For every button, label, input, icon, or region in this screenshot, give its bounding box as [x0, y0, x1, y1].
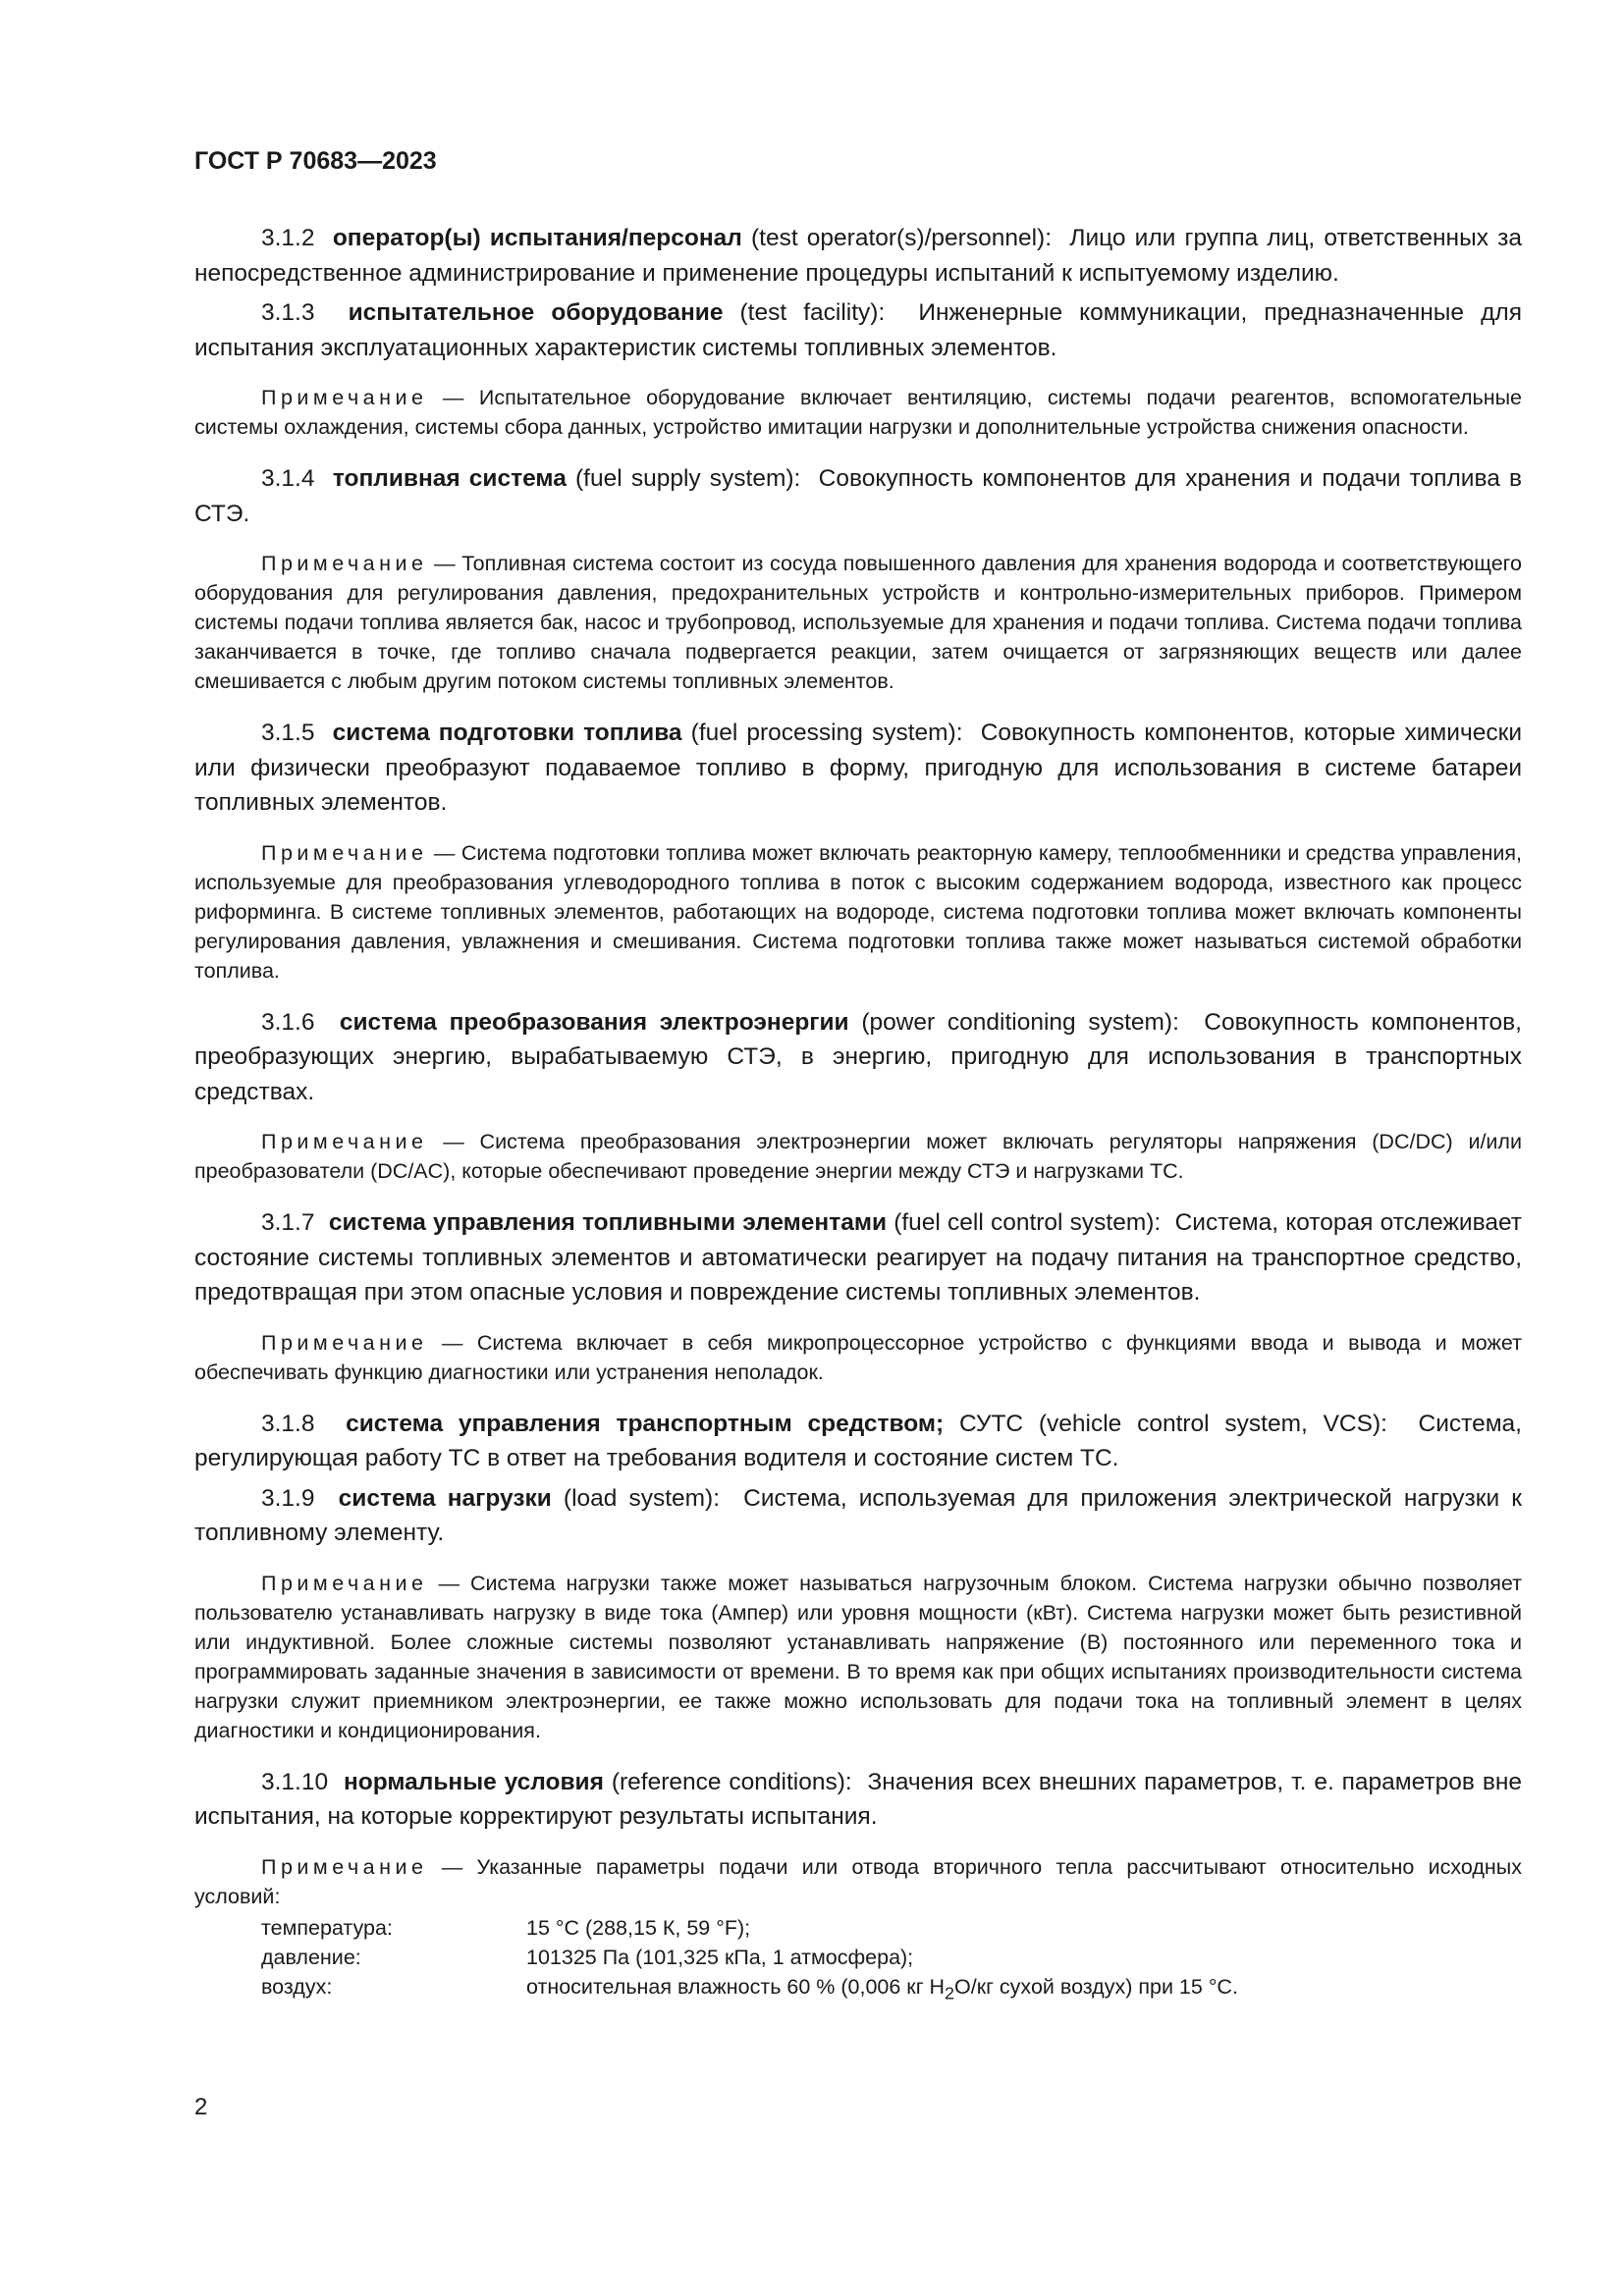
- term-3-1-9: 3.1.9 система нагрузки (load system): Система, используемая для приложения электрической нагрузки к топливному элементу.: [194, 1484, 1522, 1546]
- page-number: 2: [194, 2094, 208, 2120]
- term-3-1-4: 3.1.4 топливная система (fuel supply system): Совокупность компонентов для хранения и подачи топлива в СТЭ.: [194, 465, 1523, 527]
- reference-conditions-table: [261, 1913, 1238, 2007]
- condition-row: [261, 1943, 1238, 1972]
- condition-row: [261, 1913, 1238, 1943]
- condition-label: воздух:: [261, 1974, 333, 1999]
- condition-label: давление:: [261, 1945, 361, 1969]
- condition-label: температура:: [261, 1915, 393, 1940]
- term-3-1-3: 3.1.3 испытательное оборудование (test facility): Инженерные коммуникации, предназначенные для испытания эксплуатационных характеристик системы топливных элементов.: [194, 299, 1522, 361]
- term-3-1-6: 3.1.6 система преобразования электроэнергии (power conditioning system): Совокупность компонентов, преобразующих энергию, вырабатываемую СТЭ, в энергию, пригодную для использования в транспортных средствах.: [194, 1008, 1522, 1105]
- term-3-1-10: 3.1.10 нормальные условия (reference conditions): Значения всех внешних параметров, т. е. параметров вне испытания, на которые корректируют результаты испытания.: [194, 1768, 1523, 1830]
- term-3-1-8: 3.1.8 система управления транспортным средством; СУТС (vehicle control system, VCS): Система, регулирующая работу ТС в ответ на требования водителя и состояние систем ТС.: [194, 1410, 1522, 1471]
- condition-value: 15 °C (288,15 К, 59 °F);: [526, 1915, 751, 1940]
- note-3-1-5: Примечание — Система подготовки топлива может включать реакторную камеру, теплообменники и средства управления, используемые для преобразования углеводородного топлива в поток с высоким содержанием водорода, известного как процесс риформинга. В системе топливных элементов, работающих на водороде, система подготовки топлива может включать компоненты регулирования давления, увлажнения и смешивания. Система подготовки топлива также может называться системой обработки топлива.: [194, 840, 1522, 983]
- term-3-1-5: 3.1.5 система подготовки топлива (fuel processing system): Совокупность компонентов, которые химически или физически преобразуют подаваемое топливо в форму, пригодную для использования в системе батареи топливных элементов.: [194, 720, 1522, 816]
- condition-value: 101325 Па (101,325 кПа, 1 атмосфера);: [526, 1945, 914, 1969]
- note-3-1-9: Примечание — Система нагрузки также может называться нагрузочным блоком. Система нагрузки обычно позволяет пользователю устанавливать нагрузку в виде тока (Ампер) или уровня мощности (кВт). Система нагрузки может быть резистивной или индуктивной. Более сложные системы позволяют устанавливать напряжение (В) постоянного или переменного тока и программировать заданные значения в зависимости от времени. В то время как при общих испытаниях производительности система нагрузки служит приемником электроэнергии, ее также можно использовать для подачи тока на топливный элемент в целях диагностики и кондиционирования.: [194, 1571, 1522, 1742]
- condition-value: относительная влажность 60 % (0,006 кг $H_2O/кг$ сухой воздух) при 15 °C.: [526, 1974, 1238, 2002]
- note-3-1-4: Примечание — Топливная система состоит из сосуда повышенного давления для хранения водорода и соответствующего оборудования для регулирования давления, предохранительных устройств и контрольно-измерительных приборов. Примером системы подачи топлива является бак, насос и трубопровод, используемые для хранения и подачи топлива. Система подачи топлива заканчивается в точке, где топливо сначала подвергается реакции, затем очищается от загрязняющих веществ или далее смешивается с любым другим потоком системы топливных элементов.: [194, 552, 1522, 693]
- note-3-1-6: Примечание — Система преобразования электроэнергии может включать регуляторы напряжения (DC/DC) и/или преобразователи (DC/AC), которые обеспечивают проведение энергии между СТЭ и нагрузками ТС.: [194, 1130, 1522, 1183]
- definitions-section: [194, 221, 1522, 2007]
- note-3-1-10: Примечание — Указанные параметры подачи или отвода вторичного тепла рассчитывают относительно исходных условий:: [194, 1854, 1522, 1908]
- note-3-1-3: Примечание — Испытательное оборудование включает вентиляцию, системы подачи реагентов, вспомогательные системы охлаждения, системы сбора данных, устройство имитации нагрузки и дополнительные устройства снижения опасности.: [194, 386, 1522, 439]
- condition-row: [261, 1972, 1238, 2007]
- standard-header: ГОСТ Р 70683—2023: [194, 147, 437, 175]
- term-3-1-2: 3.1.2 оператор(ы) испытания/персонал (test operator(s)/personnel): Лицо или группа лиц, ответственных за непосредственное администрирование и применение процедуры испытаний к испытуемому изделию.: [194, 225, 1522, 287]
- note-3-1-7: Примечание — Система включает в себя микропроцессорное устройство с функциями ввода и вывода и может обеспечивать функцию диагностики или устранения неполадок.: [194, 1330, 1522, 1384]
- term-3-1-7: 3.1.7 система управления топливными элементами (fuel cell control system): Система, которая отслеживает состояние системы топливных элементов и автоматически реагирует на подачу питания на транспортное средство, предотвращая при этом опасные условия и повреждение системы топливных элементов.: [194, 1209, 1522, 1306]
